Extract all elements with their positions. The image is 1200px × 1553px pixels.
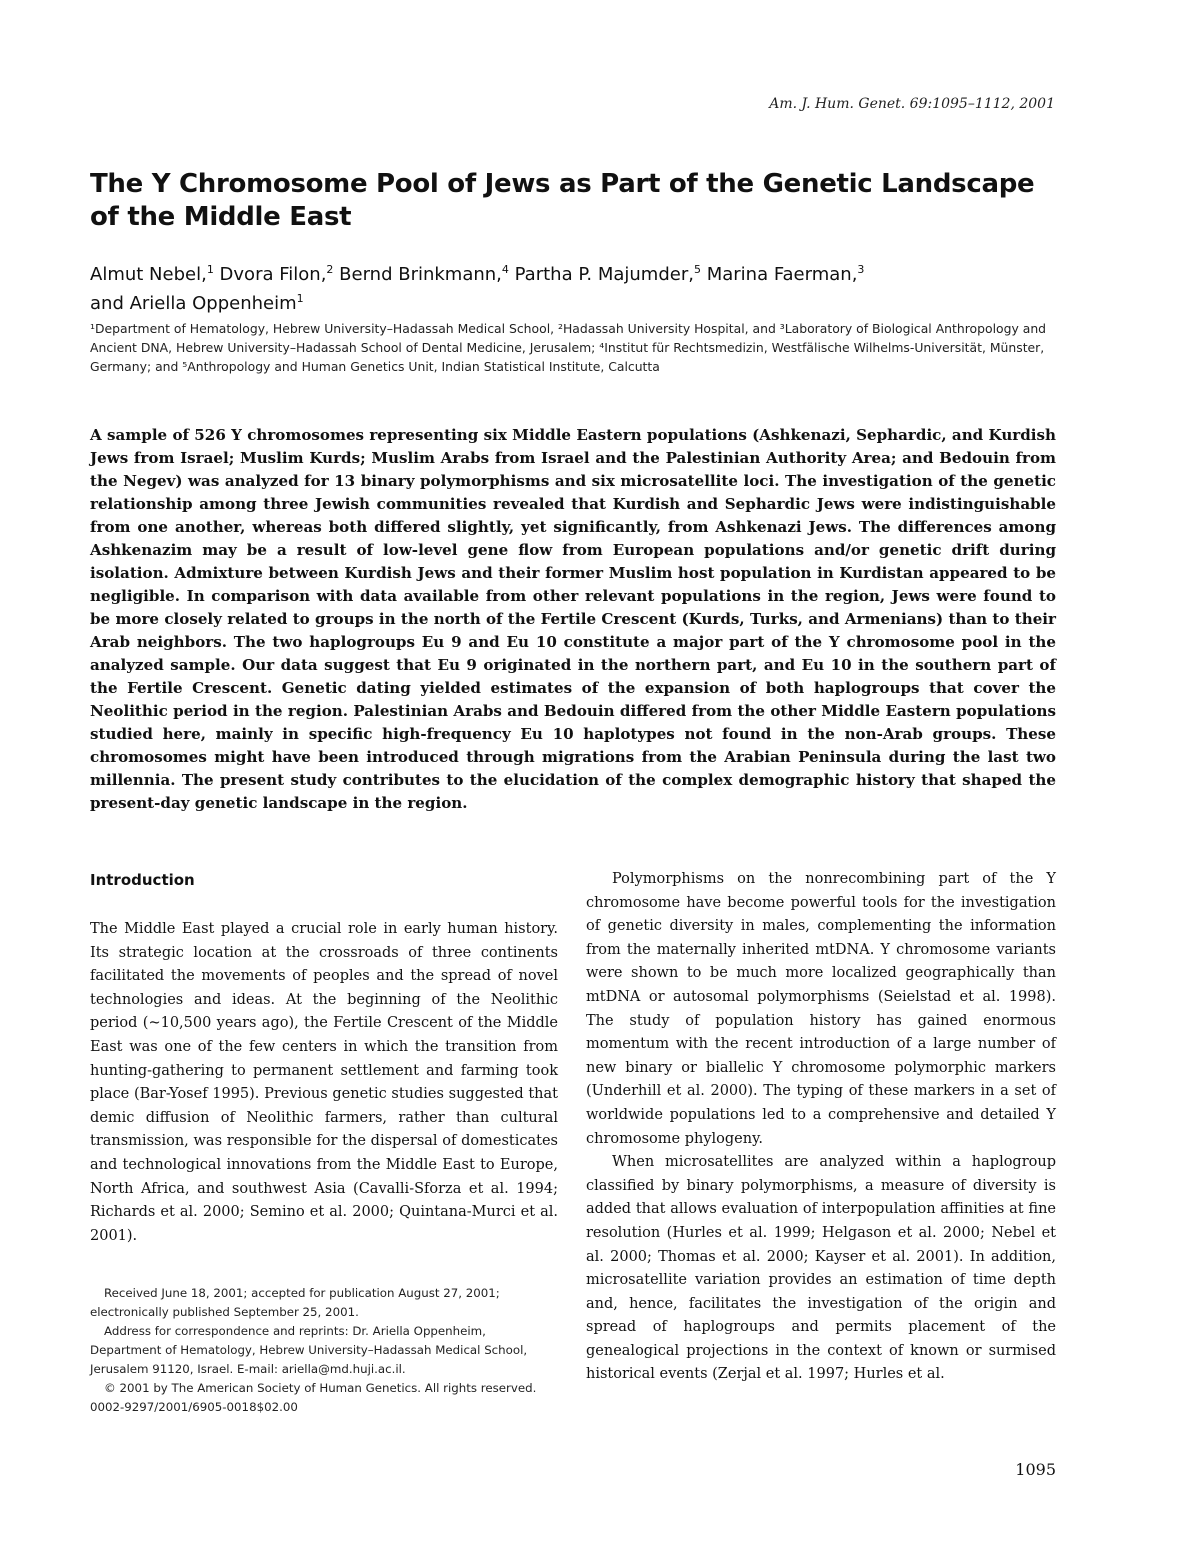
author: [339, 264, 509, 285]
author-name: Partha P. Majumder,: [514, 264, 694, 285]
author-name: and Ariella Oppenheim: [90, 293, 297, 314]
right-column: [586, 868, 1056, 1387]
copyright-note: © 2001 by The American Society of Human Genetics. All rights reserved.: [104, 1381, 537, 1396]
received-note: Received June 18, 2001; accepted for publication August 27, 2001; electronically published September 25, 2001.: [90, 1286, 500, 1320]
author: [515, 264, 701, 285]
body-paragraph: When microsatellites are analyzed within a haplogroup classified by binary polymorphisms, a measure of diversity is added that allows evaluation of interpopulation affinities at fine resolution (Hurles et al. 1999; Helgason et al. 2000; Nebel et al. 2000; Thomas et al. 2000; Kayser et al. 2001). In addition, microsatellite variation provides an estimation of time depth and, hence, facilitates the investigation of the origin and spread of haplogroups and permits placement of the genealogical projections in the context of known or surmised historical events (Zerjal et al. 1997; Hurles et al.: [586, 1154, 1056, 1383]
author-name: Bernd Brinkmann,: [339, 264, 502, 285]
page-number: 1095: [1015, 1460, 1056, 1479]
intro-paragraph: The Middle East played a crucial role in early human history. Its strategic location at the crossroads of three continents facilitated the movements of peoples and the spread of novel technologies and ideas. At the beginning of the Neolithic period (~10,500 years ago), the Fertile Crescent of the Middle East was one of the few centers in which the transition from hunting-gathering to permanent settlement and farming took place (Bar-Yosef 1995). Previous genetic studies suggested that demic diffusion of Neolithic farmers, rather than cultural transmission, was responsible for the dispersal of domesticates and technological innovations from the Middle East to Europe, North Africa, and southwest Asia (Cavalli-Sforza et al. 1994; Richards et al. 2000; Semino et al. 2000; Quintana-Murci et al. 2001).: [90, 921, 558, 1244]
author-affil-mark: 3: [857, 263, 865, 276]
author-name: Dvora Filon,: [219, 264, 327, 285]
author-affil-mark: 5: [693, 263, 701, 276]
author-affil-mark: 1: [296, 292, 304, 305]
body-paragraph: Polymorphisms on the nonrecombining part of the Y chromosome have become powerful tools for the investigation of genetic diversity in males, complementing the information from the maternally inherited mtDNA. Y chromosome variants were shown to be much more localized geographically than mtDNA or autosomal polymorphisms (Seielstad et al. 1998). The study of population history has gained enormous momentum with the recent introduction of a large number of new binary or biallelic Y chromosome polymorphic markers (Underhill et al. 2000). The typing of these markers in a set of worldwide populations led to a comprehensive and detailed Y chromosome phylogeny.: [586, 871, 1056, 1147]
author-affil-mark: 1: [206, 263, 214, 276]
article-title: The Y Chromosome Pool of Jews as Part of the Genetic Landscape of the Middle East: [90, 169, 1035, 232]
issn-note: 0002-9297/2001/6905-0018$02.00: [90, 1400, 298, 1415]
correspondence-note: Address for correspondence and reprints: Dr. Ariella Oppenheim, Department of Hematology, Hebrew University–Hadassah Medical School, Jerusalem 91120, Israel. E-mail: ariella@md.huji.ac.il.: [90, 1324, 528, 1377]
author-name: Almut Nebel,: [90, 264, 207, 285]
author-affil-mark: 2: [326, 263, 334, 276]
left-column: [90, 868, 558, 1417]
author: [707, 264, 865, 285]
author-affil-mark: 4: [501, 263, 509, 276]
affiliations: ¹Department of Hematology, Hebrew University–Hadassah Medical School, ²Hadassah University Hospital, and ³Laboratory of Biological Anthropology and Ancient DNA, Hebrew University–Hadassah School of Dental Medicine, Jerusalem; ⁴Institut für Rechtsmedizin, Westfälische Wilhelms-Universität, Münster, Germany; and ⁵Anthropology and Human Genetics Unit, Indian Statistical Institute, Calcutta: [90, 321, 1047, 374]
abstract: A sample of 526 Y chromosomes representing six Middle Eastern populations (Ashkenazi, Sephardic, and Kurdish Jews from Israel; Muslim Kurds; Muslim Arabs from Israel and the Palestinian Authority Area; and Bedouin from the Negev) was analyzed for 13 binary polymorphisms and six microsatellite loci. The investigation of the genetic relationship among three Jewish communities revealed that Kurdish and Sephardic Jews were indistinguishable from one another, whereas both differed slightly, yet significantly, from Ashkenazi Jews. The differences among Ashkenazim may be a result of low-level gene flow from European populations and/or genetic drift during isolation. Admixture between Kurdish Jews and their former Muslim host population in Kurdistan appeared to be negligible. In comparison with data available from other relevant populations in the region, Jews were found to be more closely related to groups in the north of the Fertile Crescent (Kurds, Turks, and Armenians) than to their Arab neighbors. The two haplogroups Eu 9 and Eu 10 constitute a major part of the Y chromosome pool in the analyzed sample. Our data suggest that Eu 9 originated in the northern part, and Eu 10 in the southern part of the Fertile Crescent. Genetic dating yielded estimates of the expansion of both haplogroups that cover the Neolithic period in the region. Palestinian Arabs and Bedouin differed from the other Middle Eastern populations studied here, mainly in specific high-frequency Eu 10 haplotypes not found in the non-Arab groups. These chromosomes might have been introduced through migrations from the Arabian Peninsula during the last two millennia. The present study contributes to the elucidation of the complex demographic history that shaped the present-day genetic landscape in the region.: [90, 426, 1056, 812]
introduction-heading: Introduction: [90, 871, 195, 889]
footnotes: [90, 1284, 558, 1417]
author: [220, 264, 334, 285]
journal-citation: Am. J. Hum. Genet. 69:1095–1112, 2001: [769, 96, 1055, 112]
author-list: [90, 258, 1090, 316]
author: [90, 293, 304, 314]
author: [90, 264, 214, 285]
author-name: Marina Faerman,: [706, 264, 858, 285]
